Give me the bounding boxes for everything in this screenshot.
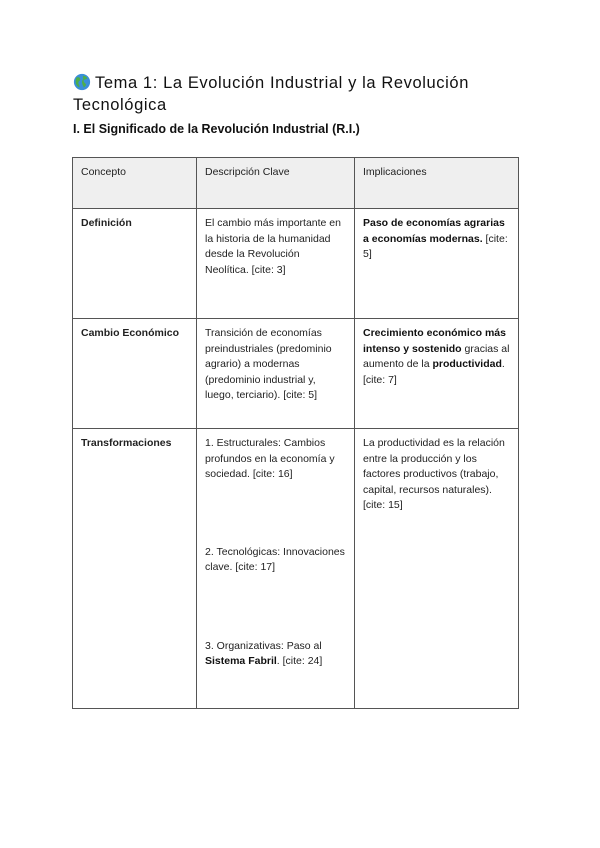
transformacion-estructurales: 1. Estructurales: Cambios profundos en la economía y sociedad. [cite: 16] bbox=[205, 437, 335, 480]
row-concept-cambio-economico: Cambio Económico bbox=[73, 319, 197, 429]
implication-cite: . [cite: 7] bbox=[363, 358, 505, 386]
header-implicaciones: Implicaciones bbox=[355, 158, 519, 209]
implication-cite: [cite: 5] bbox=[363, 232, 508, 260]
transformacion-organizativas bbox=[205, 639, 346, 670]
row-implication: La productividad es la relación entre la producción y los factores productivos (trabajo, capital, recursos naturales). [cite: 15] bbox=[355, 429, 519, 709]
page-title bbox=[73, 72, 533, 116]
implication-bold: Crecimiento económico más intenso y sostenido bbox=[363, 327, 506, 355]
table-row bbox=[73, 209, 519, 319]
organizativas-pre: 3. Organizativas: Paso al bbox=[205, 639, 322, 652]
concept-table bbox=[72, 157, 519, 709]
table-row bbox=[73, 429, 519, 709]
globe-icon bbox=[73, 73, 91, 91]
row-concept-definicion: Definición bbox=[73, 209, 197, 319]
transformacion-tecnologicas: 2. Tecnológicas: Innovaciones clave. [cite: 17] bbox=[205, 545, 345, 573]
table-header-row bbox=[73, 158, 519, 209]
implication-bold: Paso de economías agrarias a economías modernas. bbox=[363, 217, 505, 245]
sistema-fabril: Sistema Fabril bbox=[205, 655, 277, 667]
row-description: Transición de economías preindustriales (predominio agrario) a modernas (predominio industrial y, luego, terciario). [cite: 5] bbox=[197, 319, 355, 429]
table-row bbox=[73, 319, 519, 429]
section-heading: I. El Significado de la Revolución Industrial (R.I.) bbox=[73, 122, 360, 136]
row-implication bbox=[355, 319, 519, 429]
page-title-text: Tema 1: La Evolución Industrial y la Revolución Tecnológica bbox=[73, 74, 469, 114]
header-descripcion: Descripción Clave bbox=[197, 158, 355, 209]
row-concept-transformaciones: Transformaciones bbox=[73, 429, 197, 709]
row-description: El cambio más importante en la historia de la humanidad desde la Revolución Neolítica. [cite: 3] bbox=[197, 209, 355, 319]
row-implication bbox=[355, 209, 519, 319]
implication-bold-productividad: productividad bbox=[432, 358, 502, 370]
row-description bbox=[197, 429, 355, 709]
organizativas-cite: . [cite: 24] bbox=[276, 655, 323, 667]
implication-mid: gracias al aumento de la bbox=[363, 342, 510, 370]
header-concepto: Concepto bbox=[73, 158, 197, 209]
